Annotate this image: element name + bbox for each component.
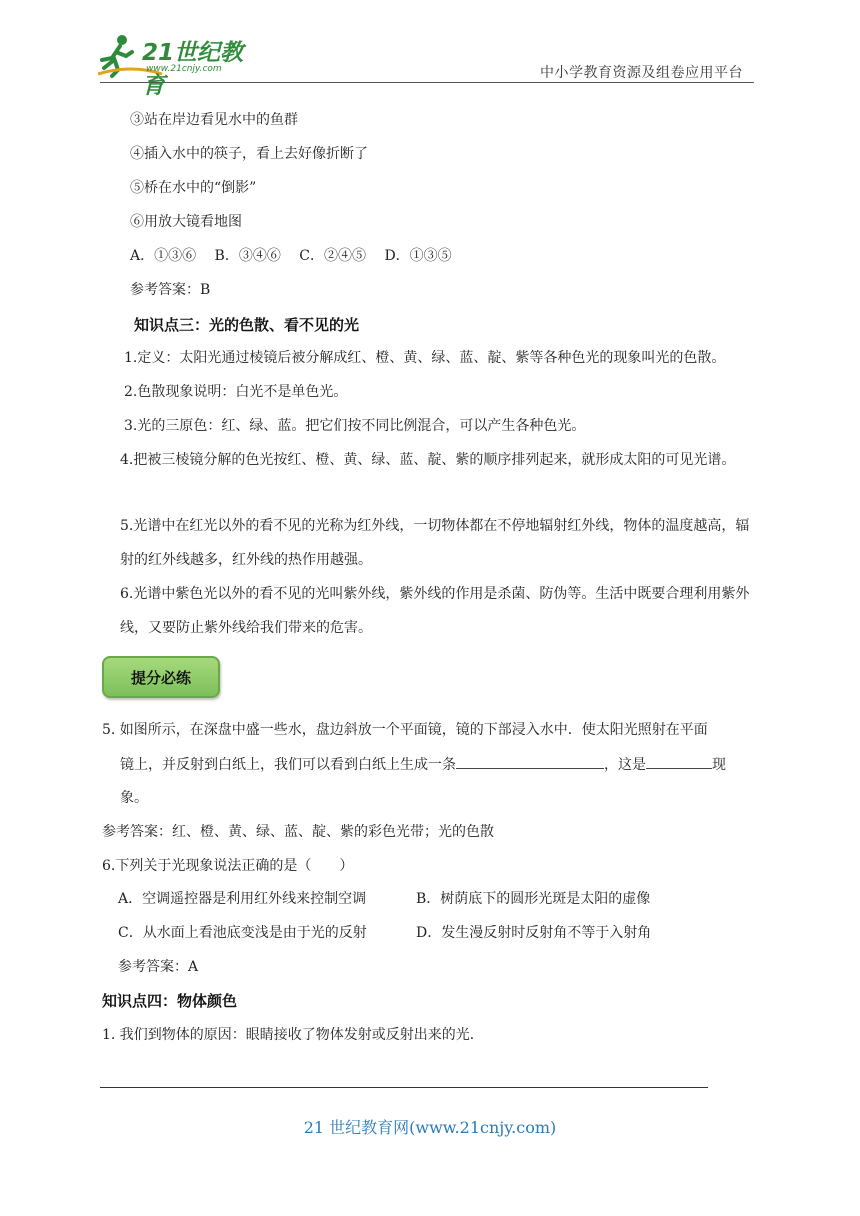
answer-blank[interactable] xyxy=(646,754,712,769)
paragraph: 3.光的三原色：红、绿、蓝。把它们按不同比例混合，可以产生各种色光。 xyxy=(124,418,586,434)
reference-answer: 参考答案：B xyxy=(130,282,211,298)
header-divider xyxy=(100,82,754,83)
question-text-part: ，这是 xyxy=(604,757,646,773)
platform-title: 中小学教育资源及组卷应用平台 xyxy=(540,65,743,81)
question-text-part: 镜上，并反射到白纸上，我们可以看到白纸上生成一条 xyxy=(120,757,456,773)
question-stem: 6.下列关于光现象说法正确的是（ ） xyxy=(102,858,354,874)
list-item: ⑥用放大镜看地图 xyxy=(130,214,242,230)
choice-d: D．发生漫反射时反射角不等于入射角 xyxy=(416,925,652,941)
practice-badge xyxy=(102,656,220,698)
footer-link[interactable]: 21 世纪教育网(www.21cnjy.com) xyxy=(303,1118,557,1137)
paragraph: 2.色散现象说明：白光不是单色光。 xyxy=(124,384,348,400)
list-item: ⑤桥在水中的“倒影” xyxy=(130,180,257,196)
question-text: 象。 xyxy=(120,790,148,806)
section-heading: 知识点四：物体颜色 xyxy=(102,992,238,1010)
question-text-part: 现 xyxy=(712,757,726,773)
paragraph: 1.定义：太阳光通过棱镜后被分解成红、橙、黄、绿、蓝、靛、紫等各种色光的现象叫光的色散。 xyxy=(124,350,726,366)
answer-options: A．①③⑥ B．③④⑥ C．②④⑤ D．①③⑤ xyxy=(130,248,452,264)
logo-main-text: 21世纪教育 xyxy=(142,40,244,99)
paragraph: 1. 我们到物体的原因：眼睛接收了物体发射或反射出来的光． xyxy=(102,1027,484,1043)
footer-divider xyxy=(100,1087,708,1088)
choice-c: C．从水面上看池底变浅是由于光的反射 xyxy=(118,925,367,941)
question-text: 5. 如图所示，在深盘中盛一些水，盘边斜放一个平面镜，镜的下部浸入水中．使太阳光照射在平面 xyxy=(102,722,708,738)
choice-a: A．空调遥控器是利用红外线来控制空调 xyxy=(118,891,367,907)
paragraph: 5.光谱中在红光以外的看不见的光称为红外线，一切物体都在不停地辐射红外线，物体的温度越高，辐射的红外线越多，红外线的热作用越强。 xyxy=(120,518,750,568)
answer-blank[interactable] xyxy=(456,754,604,769)
paragraph: 6.光谱中紫色光以外的看不见的光叫紫外线，紫外线的作用是杀菌、防伪等。生活中既要合理利用紫外线，又要防止紫外线给我们带来的危害。 xyxy=(120,586,750,636)
paragraph: 4.把被三棱镜分解的色光按红、橙、黄、绿、蓝、靛、紫的顺序排列起来，就形成太阳的可见光谱。 xyxy=(120,452,736,468)
logo-sub-text: www.21cnjy.com xyxy=(146,64,222,74)
question-text xyxy=(120,754,726,775)
site-logo[interactable] xyxy=(92,30,262,99)
reference-answer: 参考答案：红、橙、黄、绿、蓝、靛、紫的彩色光带；光的色散 xyxy=(102,824,494,840)
choice-b: B．树荫底下的圆形光斑是太阳的虚像 xyxy=(416,891,651,907)
section-heading: 知识点三：光的色散、看不见的光 xyxy=(134,316,360,334)
list-item: ③站在岸边看见水中的鱼群 xyxy=(130,112,298,128)
list-item: ④插入水中的筷子，看上去好像折断了 xyxy=(130,146,368,162)
badge-label: 提分必练 xyxy=(130,668,191,687)
reference-answer: 参考答案：A xyxy=(118,959,199,975)
